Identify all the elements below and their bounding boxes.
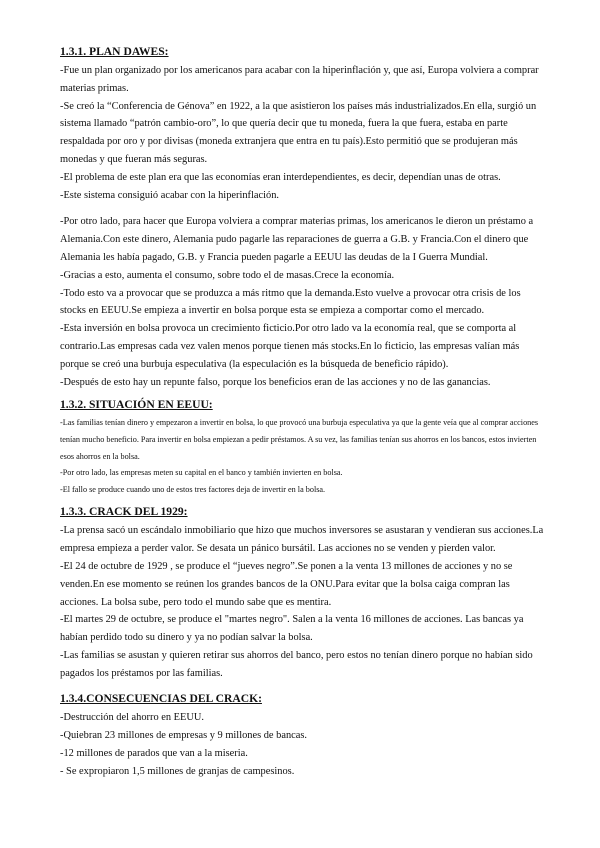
paragraph: -Las familias se asustan y quieren retirar sus ahorros del banco, pero estos no tenían dinero porque no habían sido pagados los préstamos por las familias. (60, 649, 533, 679)
document-page (60, 44, 548, 781)
paragraph: -Este sistema consiguió acabar con la hiperinflación. (60, 189, 279, 201)
section-heading-crack-1929: 1.3.3. CRACK DEL 1929: (60, 505, 188, 519)
paragraph: -El martes 29 de octubre, se produce el "martes negro". Salen a la venta 16 millones de acciones. Las bancas ya habían perdido todo su dinero y ya no podían salvar la bolsa. (60, 614, 524, 644)
paragraph: -Esta inversión en bolsa provoca un crecimiento ficticio.Por otro lado va la economía real, que se comporta al contrario.Las empresas cada vez valen menos porque tienen más stocks.En lo ficticio, las empresas valían más porque se creó una burbuja especulativa (la especulación es la búsqueda de beneficio rápido). (60, 323, 520, 370)
paragraph: -Las familias tenían dinero y empezaron a invertir en bolsa, lo que provocó una burbuja especulativa ya que la gente veía que al comprar acciones tenían mucho beneficio. Para invertir en bolsa empiezan a pedir préstamos. A su vez, las familias tenían sus ahorros en los bancos, estos invierten esos ahorros en la bolsa. (60, 418, 539, 461)
paragraph: -Fue un plan organizado por los americanos para acabar con la hiperinflación y, que así, Europa volviera a comprar materias primas. (60, 65, 539, 94)
paragraph: -La prensa sacó un escándalo inmobiliario que hizo que muchos inversores se asustaran y vendieran sus acciones.La empresa empieza a perder valor. Se desata un pánico bursátil. Las acciones no se venden y pierden valor. (60, 525, 544, 555)
list-item: - Se expropiaron 1,5 millones de granjas de campesinos. (60, 765, 295, 777)
paragraph: -Después de esto hay un repunte falso, porque los beneficios eran de las acciones y no de las ganancias. (60, 376, 491, 388)
paragraph: -Por otro lado, para hacer que Europa volviera a comprar materias primas, los americanos le dieron un préstamo a Alemania.Con este dinero, Alemania pudo pagarle las reparaciones de guerra a G.B. y Francia.Con el dinero que Alemania les había pagado, G.B. y Francia pueden pagarle a EEUU las deudas de la I Guerra Mundial. (60, 216, 534, 263)
paragraph-gap (60, 204, 548, 213)
paragraph: -Por otro lado, las empresas meten su capital en el banco y también invierten en bolsa. (60, 468, 343, 478)
paragraph: -El 24 de octubre de 1929 , se produce el “jueves negro”.Se ponen a la venta 13 millones de acciones y no se venden.En ese momento se reúnen los grandes bancos de la ONU.Para evitar que la bolsa caiga compran las acciones. La bolsa sube, pero todo el mundo sabe que es mentira. (60, 560, 513, 608)
list-item: -Destrucción del ahorro en EEUU. (60, 712, 204, 724)
paragraph: -Todo esto va a provocar que se produzca a más ritmo que la demanda.Esto vuelve a provocar otra crisis de los stocks en EEUU.Se empieza a invertir en bolsa porque esta se empieza a comportar como el mercado. (60, 287, 521, 317)
section-heading-situacion-eeuu: 1.3.2. SITUACIÓN EN EEUU: (60, 398, 213, 412)
section-heading-plan-dawes: 1.3.1. PLAN DAWES: (60, 45, 169, 58)
list-item: -Quiebran 23 millones de empresas y 9 millones de bancas. (60, 730, 308, 742)
section-heading-consecuencias: 1.3.4.CONSECUENCIAS DEL CRACK: (60, 692, 262, 706)
paragraph: -Se creó la “Conferencia de Génova” en 1922, a la que asistieron los países más industrializados.En ella, surgió un sistema llamado “patrón cambio-oro”, lo que quería decir que tu moneda, fuera la que fuera, estaba en parte respaldada por oro y por divisas (moneda extranjera que entra en tu país).Esto permitió que se produjeran más monedas y que fueran más seguras. (60, 100, 537, 165)
paragraph: -El fallo se produce cuando uno de estos tres factores deja de invertir en la bolsa. (60, 484, 326, 494)
list-item: -12 millones de parados que van a la miseria. (60, 748, 248, 760)
paragraph: -El problema de este plan era que las economías eran interdependientes, es decir, dependían unas de otras. (60, 171, 501, 183)
paragraph: -Gracias a esto, aumenta el consumo, sobre todo el de masas.Crece la economía. (60, 269, 395, 281)
